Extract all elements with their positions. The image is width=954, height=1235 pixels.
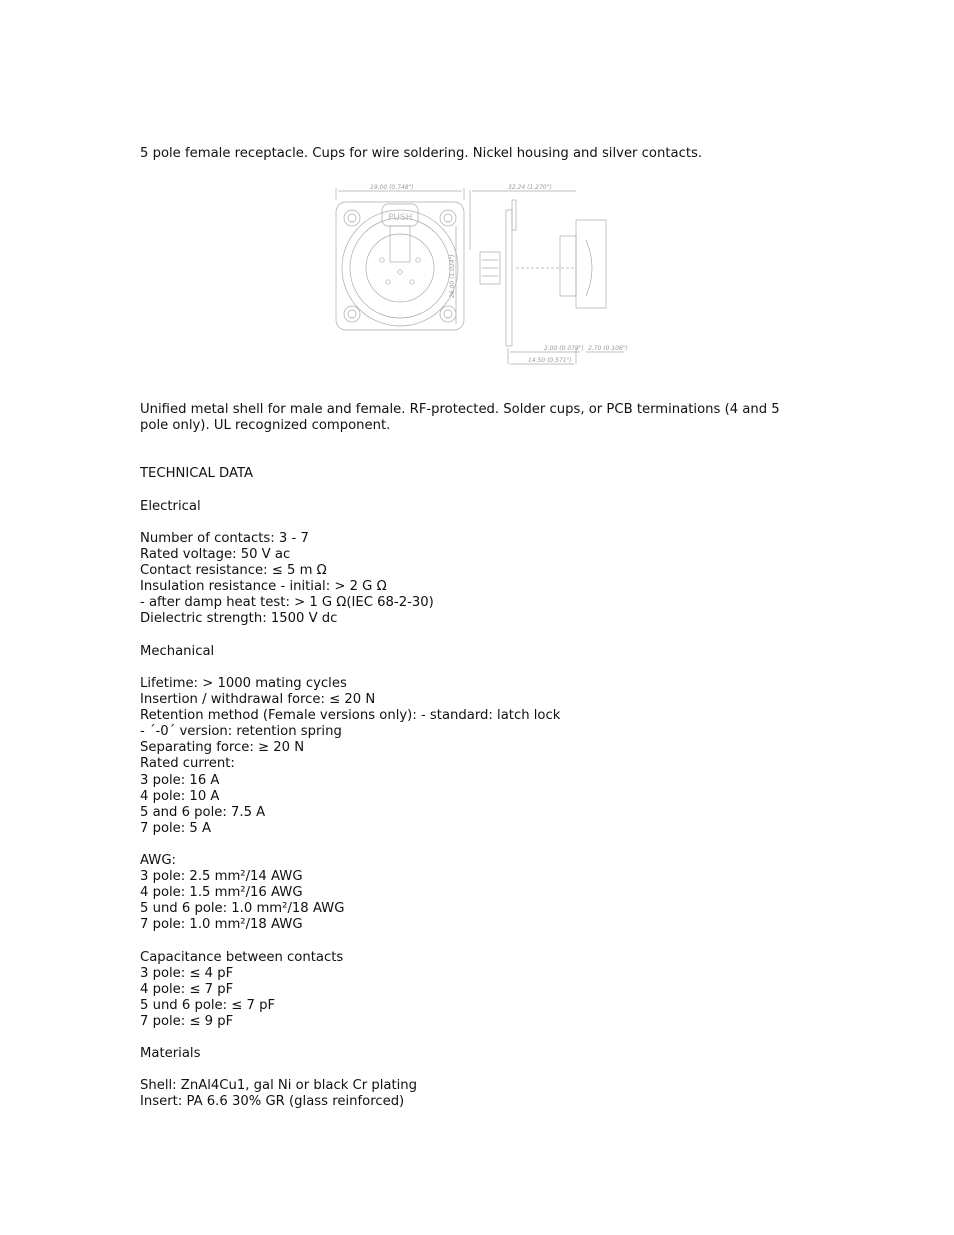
mounting-hole bbox=[344, 306, 360, 322]
electrical-list bbox=[140, 531, 800, 628]
awg-heading: AWG: bbox=[140, 853, 177, 868]
spec-line: Lifetime: > 1000 mating cycles bbox=[140, 676, 347, 691]
push-label: PUSH bbox=[388, 213, 413, 223]
mechanical-list bbox=[140, 676, 800, 837]
materials-list bbox=[140, 1078, 800, 1110]
spec-line: Dielectric strength: 1500 V dc bbox=[140, 611, 338, 627]
intro-text bbox=[140, 146, 800, 162]
spec-line: 7 pole: 5 A bbox=[140, 820, 212, 836]
technical-data-heading: TECHNICAL DATA bbox=[140, 466, 254, 481]
mechanical-section bbox=[140, 644, 800, 660]
capacitance-section bbox=[140, 950, 800, 1030]
spec-line: - after damp heat test: > 1 G Ω(IEC 68-2-30) bbox=[140, 595, 434, 611]
spec-line: Insert: PA 6.6 30% GR (glass reinforced) bbox=[140, 1094, 405, 1110]
awg-section bbox=[140, 853, 800, 933]
body-ring bbox=[342, 210, 458, 326]
dim-depth: 32.24 (1.270") bbox=[508, 184, 552, 191]
spec-line: Rated current: bbox=[140, 756, 235, 772]
spec-line: 5 and 6 pole: 7.5 A bbox=[140, 804, 266, 820]
spec-line: 3 pole: ≤ 4 pF bbox=[140, 966, 234, 982]
side-tab bbox=[512, 200, 516, 230]
spec-line: 3 pole: 2.5 mm²/14 AWG bbox=[140, 869, 303, 885]
materials-heading: Materials bbox=[140, 1046, 201, 1061]
spec-line: 7 pole: 1.0 mm²/18 AWG bbox=[140, 917, 303, 933]
side-body bbox=[576, 220, 606, 308]
mounting-hole bbox=[440, 210, 456, 226]
contact-pin bbox=[386, 280, 390, 284]
spec-line: Contact resistance: ≤ 5 m Ω bbox=[140, 563, 327, 579]
dim-width-front: 19.00 (0.748") bbox=[370, 184, 414, 191]
spec-line: 7 pole: ≤ 9 pF bbox=[140, 1014, 234, 1030]
spec-line: Number of contacts: 3 - 7 bbox=[140, 531, 309, 546]
contact-pin bbox=[410, 280, 414, 284]
materials-section bbox=[140, 1046, 800, 1062]
dim-height: 26.00 (1.024") bbox=[449, 254, 456, 298]
side-flange bbox=[506, 210, 512, 346]
contact-pin bbox=[416, 258, 420, 262]
dim-flange-thickness: 2.00 (0.079") bbox=[544, 345, 584, 352]
spec-line: - ´-0´ version: retention spring bbox=[140, 724, 342, 740]
latch-slot bbox=[390, 226, 410, 262]
spec-line: 4 pole: ≤ 7 pF bbox=[140, 982, 234, 998]
dim-offset: 2.70 (0.106") bbox=[588, 345, 628, 352]
technical-data-section bbox=[140, 466, 800, 482]
mounting-hole bbox=[440, 306, 456, 322]
dim-body-length: 14.50 (0.571") bbox=[528, 357, 572, 364]
spec-line: Retention method (Female versions only): - standard: latch lock bbox=[140, 708, 561, 724]
electrical-heading: Electrical bbox=[140, 499, 201, 514]
spec-line: Separating force: ≥ 20 N bbox=[140, 740, 305, 756]
contact-pin bbox=[398, 270, 402, 274]
connector-drawing-svg bbox=[330, 180, 630, 370]
spec-line: Insertion / withdrawal force: ≤ 20 N bbox=[140, 692, 376, 708]
contact-pin bbox=[380, 258, 384, 262]
spec-line: Shell: ZnAl4Cu1, gal Ni or black Cr plating bbox=[140, 1078, 418, 1093]
description-text: Unified metal shell for male and female. RF-protected. Solder cups, or PCB terminations (4 and 5 pole only). UL recognized component. bbox=[140, 402, 780, 434]
insert-face bbox=[366, 234, 434, 302]
spec-line: 4 pole: 10 A bbox=[140, 788, 220, 804]
spec-line: Insulation resistance - initial: > 2 G Ω bbox=[140, 579, 387, 595]
electrical-section bbox=[140, 499, 800, 515]
spec-line: 5 und 6 pole: 1.0 mm²/18 AWG bbox=[140, 901, 345, 917]
mechanical-heading: Mechanical bbox=[140, 644, 215, 659]
connector-drawing bbox=[330, 180, 630, 370]
intro-line: 5 pole female receptacle. Cups for wire soldering. Nickel housing and silver contacts. bbox=[140, 146, 703, 161]
spec-line: 4 pole: 1.5 mm²/16 AWG bbox=[140, 885, 303, 901]
spec-line: 3 pole: 16 A bbox=[140, 772, 220, 788]
spec-line: 5 und 6 pole: ≤ 7 pF bbox=[140, 998, 276, 1014]
capacitance-heading: Capacitance between contacts bbox=[140, 950, 344, 965]
mounting-hole bbox=[344, 210, 360, 226]
spec-line: Rated voltage: 50 V ac bbox=[140, 547, 291, 563]
